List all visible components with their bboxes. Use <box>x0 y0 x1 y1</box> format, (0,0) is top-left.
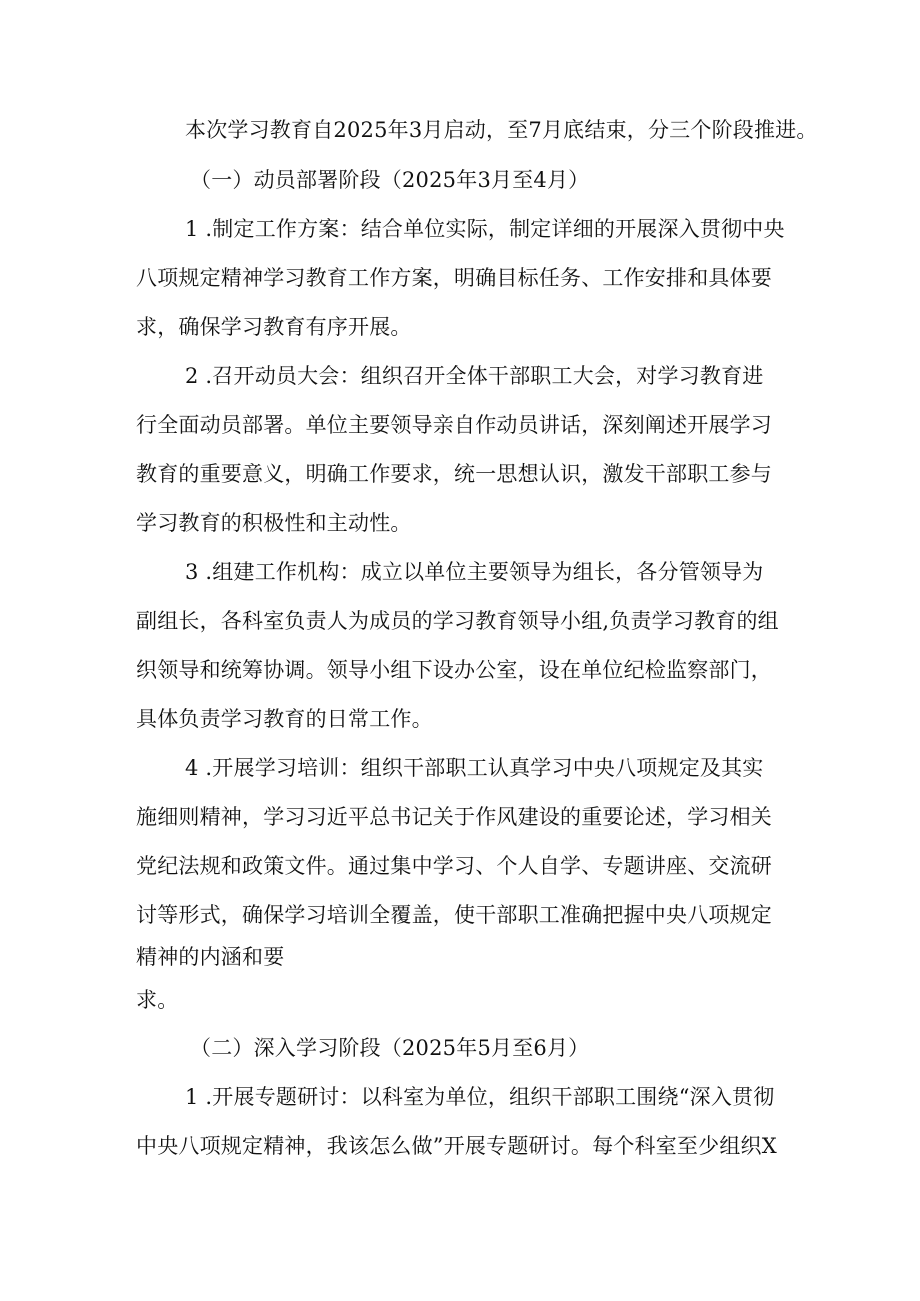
item-2-line-3: 教育的重要意义，明确工作要求，统一思想认识，激发干部职工参与 <box>136 462 772 486</box>
item-3-line-1: 3 .组建工作机构：成立以单位主要领导为组长，各分管领导为 <box>185 560 764 584</box>
item-2-line-2: 行全面动员部署。单位主要领导亲自作动员讲话，深刻阐述开展学习 <box>136 413 772 437</box>
item-3-line-3: 织领导和统筹协调。领导小组下设办公室，设在单位纪检监察部门， <box>136 658 772 682</box>
item-4-line-4: 讨等形式，确保学习培训全覆盖，使干部职工准确把握中央八项规定 <box>136 903 772 927</box>
item-4-line-5: 精神的内涵和要 <box>136 945 285 969</box>
item-4-line-2: 施细则精神，学习习近平总书记关于作风建设的重要论述，学习相关 <box>136 805 772 829</box>
item-4-line-3: 党纪法规和政策文件。通过集中学习、个人自学、专题讲座、交流研 <box>136 854 772 878</box>
item-1-line-1: 1 .制定工作方案：结合单位实际，制定详细的开展深入贯彻中央 <box>185 217 785 241</box>
item-4-line-1: 4 .开展学习培训：组织干部职工认真学习中央八项规定及其实 <box>185 756 764 780</box>
item-2-line-4: 学习教育的积极性和主动性。 <box>136 511 412 535</box>
study-item-1-line-1: 1 .开展专题研讨：以科室为单位，组织干部职工围绕“深入贯彻 <box>185 1085 775 1109</box>
item-3-line-4: 具体负责学习教育的日常工作。 <box>136 707 433 731</box>
item-1-line-2: 八项规定精神学习教育工作方案，明确目标任务、工作安排和具体要 <box>136 266 772 290</box>
item-1-line-3: 求，确保学习教育有序开展。 <box>136 315 412 339</box>
item-3-line-2: 副组长，各科室负责人为成员的学习教育领导小组,负责学习教育的组 <box>136 609 779 633</box>
section-heading-in-depth-study: （二）深入学习阶段（2025年5月至6月） <box>190 1036 590 1060</box>
item-4-line-6: 求。 <box>136 988 179 1012</box>
intro-paragraph-line: 本次学习教育自2025年3月启动，至7月底结束，分三个阶段推进。 <box>185 118 818 142</box>
study-item-1-line-2: 中央八项规定精神，我该怎么做”开展专题研讨。每个科室至少组织X <box>136 1134 777 1158</box>
item-2-line-1: 2 .召开动员大会：组织召开全体干部职工大会，对学习教育进 <box>185 364 764 388</box>
section-heading-mobilization: （一）动员部署阶段（2025年3月至4月） <box>190 168 590 192</box>
